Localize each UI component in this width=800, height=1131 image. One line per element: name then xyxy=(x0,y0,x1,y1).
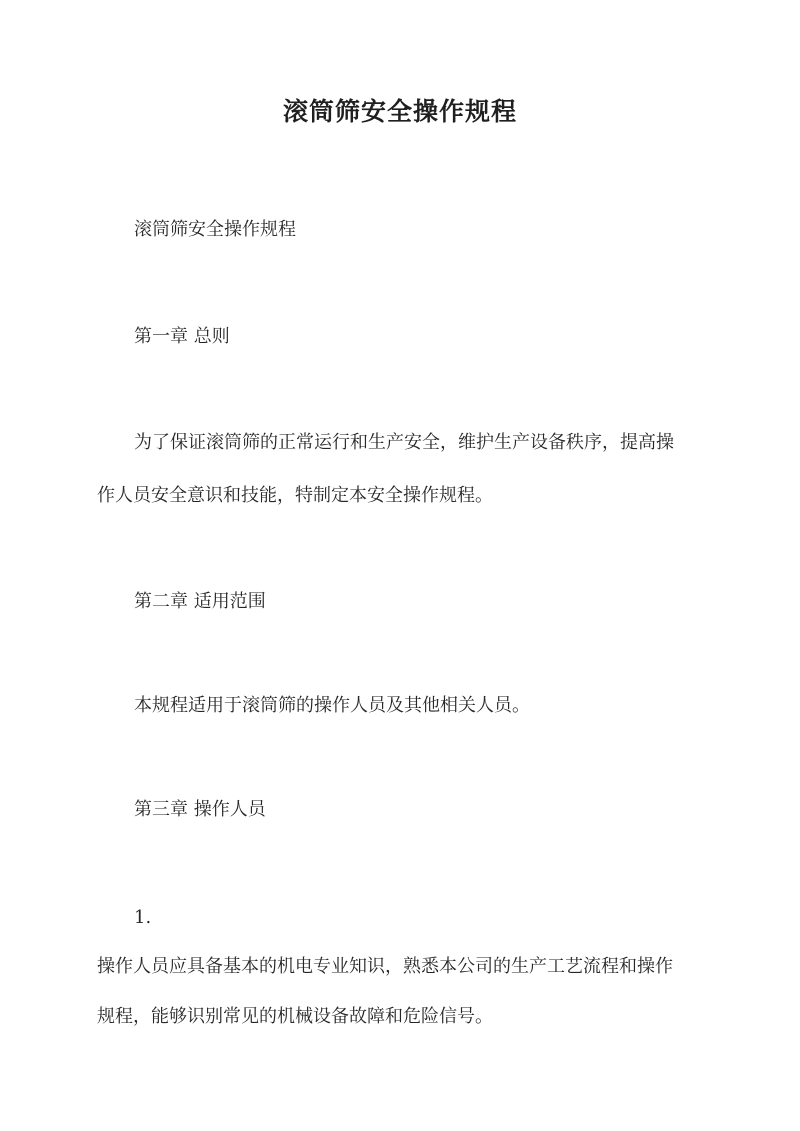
chapter-1-text-line-2: 作人员安全意识和技能，特制定本安全操作规程。 xyxy=(97,485,493,506)
chapter-2-heading: 第二章 适用范围 xyxy=(134,591,266,612)
list-item-1-line-1: 操作人员应具备基本的机电专业知识，熟悉本公司的生产工艺流程和操作 xyxy=(97,956,673,977)
chapter-2-text: 本规程适用于滚筒筛的操作人员及其他相关人员。 xyxy=(134,695,530,716)
chapter-1-heading: 第一章 总则 xyxy=(134,326,230,347)
list-number-1: 1. xyxy=(134,907,152,928)
subtitle-line: 滚筒筛安全操作规程 xyxy=(134,219,296,240)
chapter-3-heading: 第三章 操作人员 xyxy=(134,799,266,820)
list-item-1-line-2: 规程，能够识别常见的机械设备故障和危险信号。 xyxy=(97,1006,493,1027)
chapter-1-text-line-1: 为了保证滚筒筛的正常运行和生产安全，维护生产设备秩序，提高操 xyxy=(134,432,674,453)
document-title: 滚筒筛安全操作规程 xyxy=(282,97,517,126)
